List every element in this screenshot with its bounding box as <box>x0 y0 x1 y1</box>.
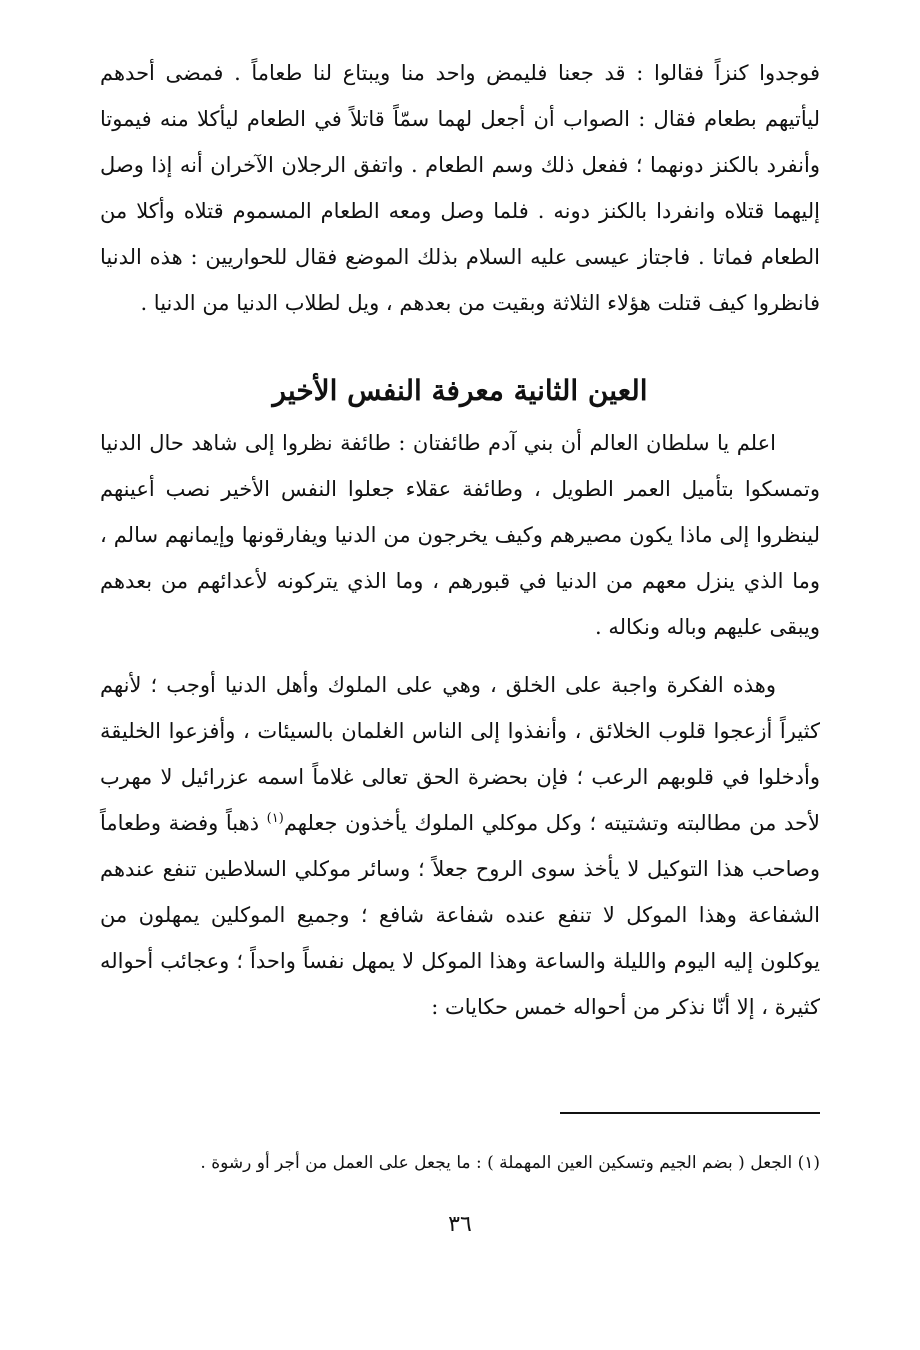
paragraph-contemplation-end: ذهباً وفضة وطعاماً وصاحب هذا التوكيل لا يأخذ سوى الروح جعلاً ؛ وسائر موكلي السلاطين تنفع عندهم الشفاعة وهذا الموكل لا تنفع عنده شفاعة شافع ؛ وجميع الموكلين يمهلون من يوكلون إليه اليوم والليلة والساعة وهذا الموكل لا يمهل نفساً واحداً ؛ وعجائب أحواله كثيرة ، إلا أنّا نذكر من أحواله خمس حكايات : <box>100 811 820 1019</box>
page-body <box>100 50 820 1030</box>
paragraph-contemplation-start: وهذه الفكرة واجبة على الخلق ، وهي على الملوك وأهل الدنيا أوجب ؛ لأنهم كثيراً أزعجوا قلوب الخلائق ، وأنفذوا إلى الناس الغلمان بالسيئات ، وأفزعوا الخليقة وأدخلوا في قلوبهم الرعب ؛ فإن بحضرة الحق تعالى غلاماً اسمه عزرائيل لا مهرب لأحد من مطالبته وتشتيته ؛ وكل موكلي الملوك يأخذون جعلهم <box>100 673 820 835</box>
paragraph-contemplation <box>100 662 820 1030</box>
paragraph-know-sultan: اعلم يا سلطان العالم أن بني آدم طائفتان : طائفة نظروا إلى شاهد حال الدنيا وتمسكوا بتأميل العمر الطويل ، وطائفة عقلاء جعلوا النفس الأخير نصب أعينهم لينظروا إلى ماذا يكون مصيرهم وكيف يخرجون من الدنيا ويفارقونها وإيمانهم سالم ، وما الذي ينزل معهم من الدنيا في قبورهم ، وما الذي يتركونه لأعدائهم من بعدهم ويبقى عليهم وباله ونكاله . <box>100 431 820 639</box>
footnote-reference: (١) <box>266 811 284 826</box>
page-number: ٣٦ <box>448 1212 472 1237</box>
footnote-divider <box>560 1112 820 1114</box>
section-heading: العين الثانية معرفة النفس الأخير <box>272 374 648 407</box>
intro-paragraph: فوجدوا كنزاً فقالوا : قد جعنا فليمض واحد منا ويبتاع لنا طعاماً . فمضى أحدهم ليأتيهم بطعام فقال : الصواب أن أجعل لهما سمّاً قاتلاً في الطعام ليأكلا منه فيموتا وأنفرد بالكنز دونهما ؛ ففعل ذلك وسم الطعام . واتفق الرجلان الآخران أنه إذا وصل إليهما قتلاه وانفردا بالكنز دونه . فلما وصل ومعه الطعام المسموم قتلاه وأكلا من الطعام فماتا . فاجتاز عيسى عليه السلام بذلك الموضع فقال للحواريين : هذه الدنيا فانظروا كيف قتلت هؤلاء الثلاثة وبقيت من بعدهم ، ويل لطلاب الدنيا من الدنيا . <box>100 61 820 315</box>
footnote-text: (١) الجعل ( بضم الجيم وتسكين العين المهملة ) : ما يجعل على العمل من أجر أو رشوة . <box>200 1153 820 1173</box>
